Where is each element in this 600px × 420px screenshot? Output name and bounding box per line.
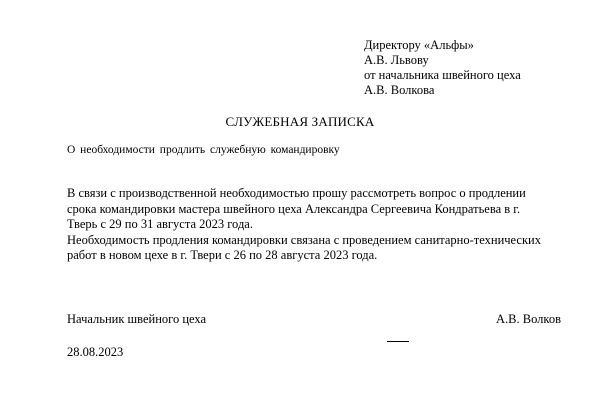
- sender-position: от начальника швейного цеха: [364, 68, 521, 82]
- body-line: Тверь с 29 по 31 августа 2023 года.: [67, 217, 253, 232]
- signer-position: Начальник швейного цеха: [67, 312, 207, 326]
- document-body: [67, 186, 567, 264]
- document-title: СЛУЖЕБНАЯ ЗАПИСКА: [225, 114, 375, 129]
- signer-name: А.В. Волков: [496, 312, 561, 326]
- body-line: Необходимость продления командировки связана с проведением санитарно-технических: [67, 232, 541, 247]
- addressee-director: Директору «Альфы»: [364, 38, 474, 52]
- body-line: срока командировки мастера швейного цеха Александра Сергеевича Кондратьева в г.: [67, 201, 521, 216]
- document-subject: О необходимости продлить служебную командировку: [67, 144, 340, 156]
- signature-line: [387, 341, 409, 342]
- addressee-name: А.В. Львову: [364, 53, 429, 67]
- addressee-block: [364, 38, 521, 98]
- body-line: работ в новом цехе в г. Твери с 26 по 28 августа 2023 года.: [67, 248, 378, 263]
- document-date: 28.08.2023: [67, 345, 124, 359]
- sender-name: А.В. Волкова: [364, 83, 435, 97]
- body-line: В связи с производственной необходимостью прошу рассмотреть вопрос о продлении: [67, 186, 526, 200]
